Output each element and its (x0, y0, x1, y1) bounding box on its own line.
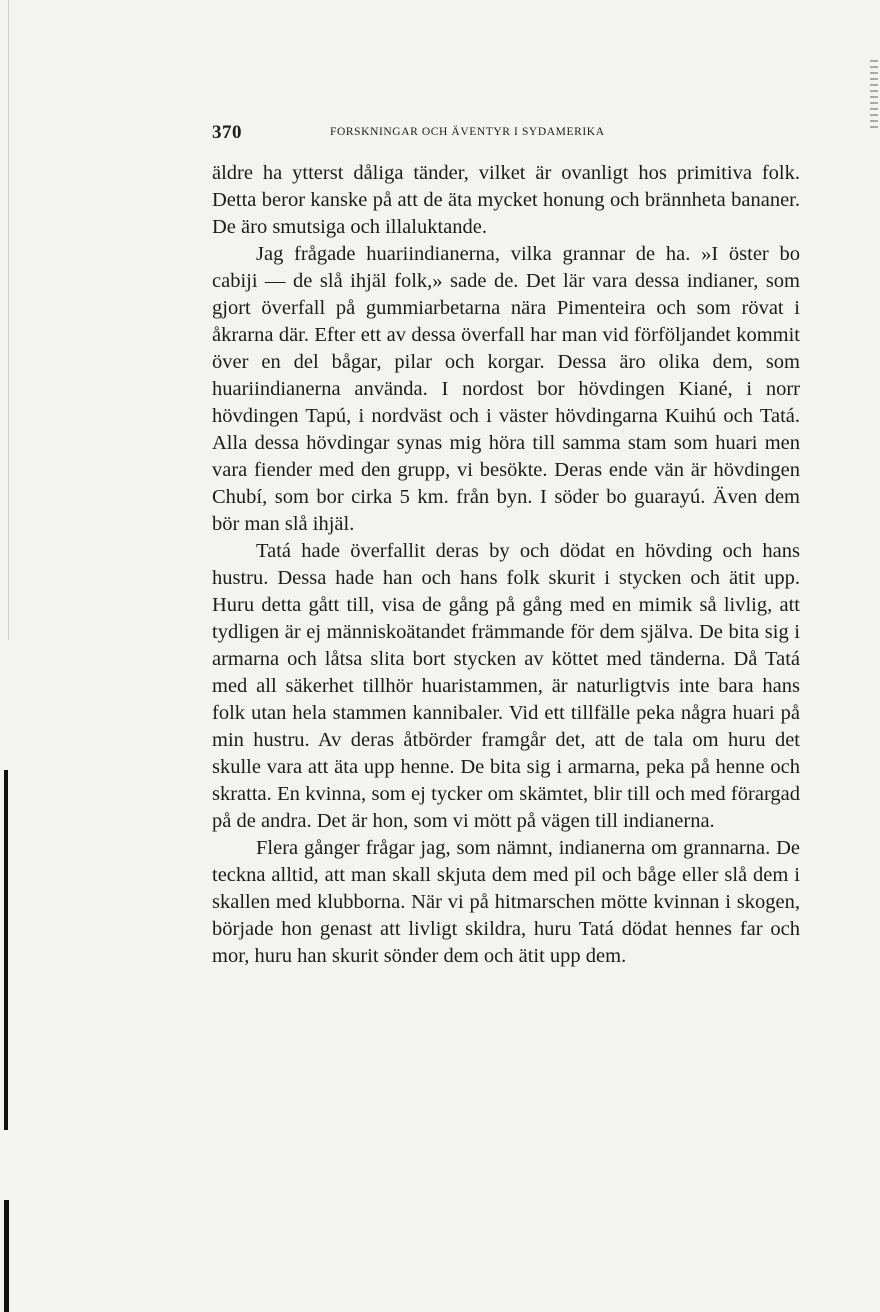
body-text (212, 160, 800, 970)
running-head: FORSKNINGAR OCH ÄVENTYR I SYDAMERIKA (330, 126, 605, 138)
paragraph-3: Tatá hade överfallit deras by och dödat en hövding och hans hustru. Dessa hade han och hans folk skurit i stycken och ätit upp. Huru detta gått till, visa de gång på gång med en mimik så livlig, att tydligen är ej människoätandet främmande för dem själva. De bita sig i armarna och låtsa slita bort stycken av köttet med tänderna. Då Tatá med all säkerhet tillhör huaristammen, är naturligtvis inte bara hans folk utan hela stammen kannibaler. Vid ett tillfälle peka några huari på min hustru. Av deras åtbörder framgår det, att de tala om huru det skulle vara att äta upp henne. De bita sig i armarna, peka på henne och skratta. En kvinna, som ej tycker om skämtet, blir till och med förargad på de andra. Det är hon, som vi mött på vägen till indianerna. (212, 540, 800, 832)
binding-shadow-mark (4, 770, 8, 1130)
page-number: 370 (212, 122, 242, 143)
page-edge-line (8, 0, 9, 640)
scan-edge-specks (870, 60, 878, 130)
paragraph-1: äldre ha ytterst dåliga tänder, vilket är ovanligt hos primitiva folk. Detta beror kanske på att de äta mycket honung och brännheta bananer. De äro smutsiga och illaluktande. (212, 162, 800, 238)
paragraph-2: Jag frågade huariindianerna, vilka grannar de ha. »I öster bo cabiji — de slå ihjäl folk,» sade de. Det lär vara dessa indianer, som gjort överfall på gummiarbetarna nära Pimenteira och som rövat i åkrarna där. Efter ett av dessa överfall har man vid förföljandet kommit över en del bågar, pilar och korgar. Dessa äro olika dem, som huariindianerna använda. I nordost bor hövdingen Kiané, i norr hövdingen Tapú, i nordväst och i väster hövdingarna Kuihú och Tatá. Alla dessa hövdingar synas mig höra till samma stam som huari men vara fiender med den grupp, vi besökte. Deras ende vän är hövdingen Chubí, som bor cirka 5 km. från byn. I söder bo guarayú. Även dem bör man slå ihjäl. (212, 243, 800, 535)
page-header (212, 122, 800, 146)
paragraph-4: Flera gånger frågar jag, som nämnt, indianerna om grannarna. De teckna alltid, att man skall skjuta dem med pil och båge eller slå dem i skallen med klubborna. När vi på hitmarschen mötte kvinnan i skogen, började hon genast att livligt skildra, huru Tatá dödat hennes far och mor, huru han skurit sönder dem och ätit upp dem. (212, 837, 800, 967)
binding-shadow-mark-lower (4, 1200, 9, 1312)
